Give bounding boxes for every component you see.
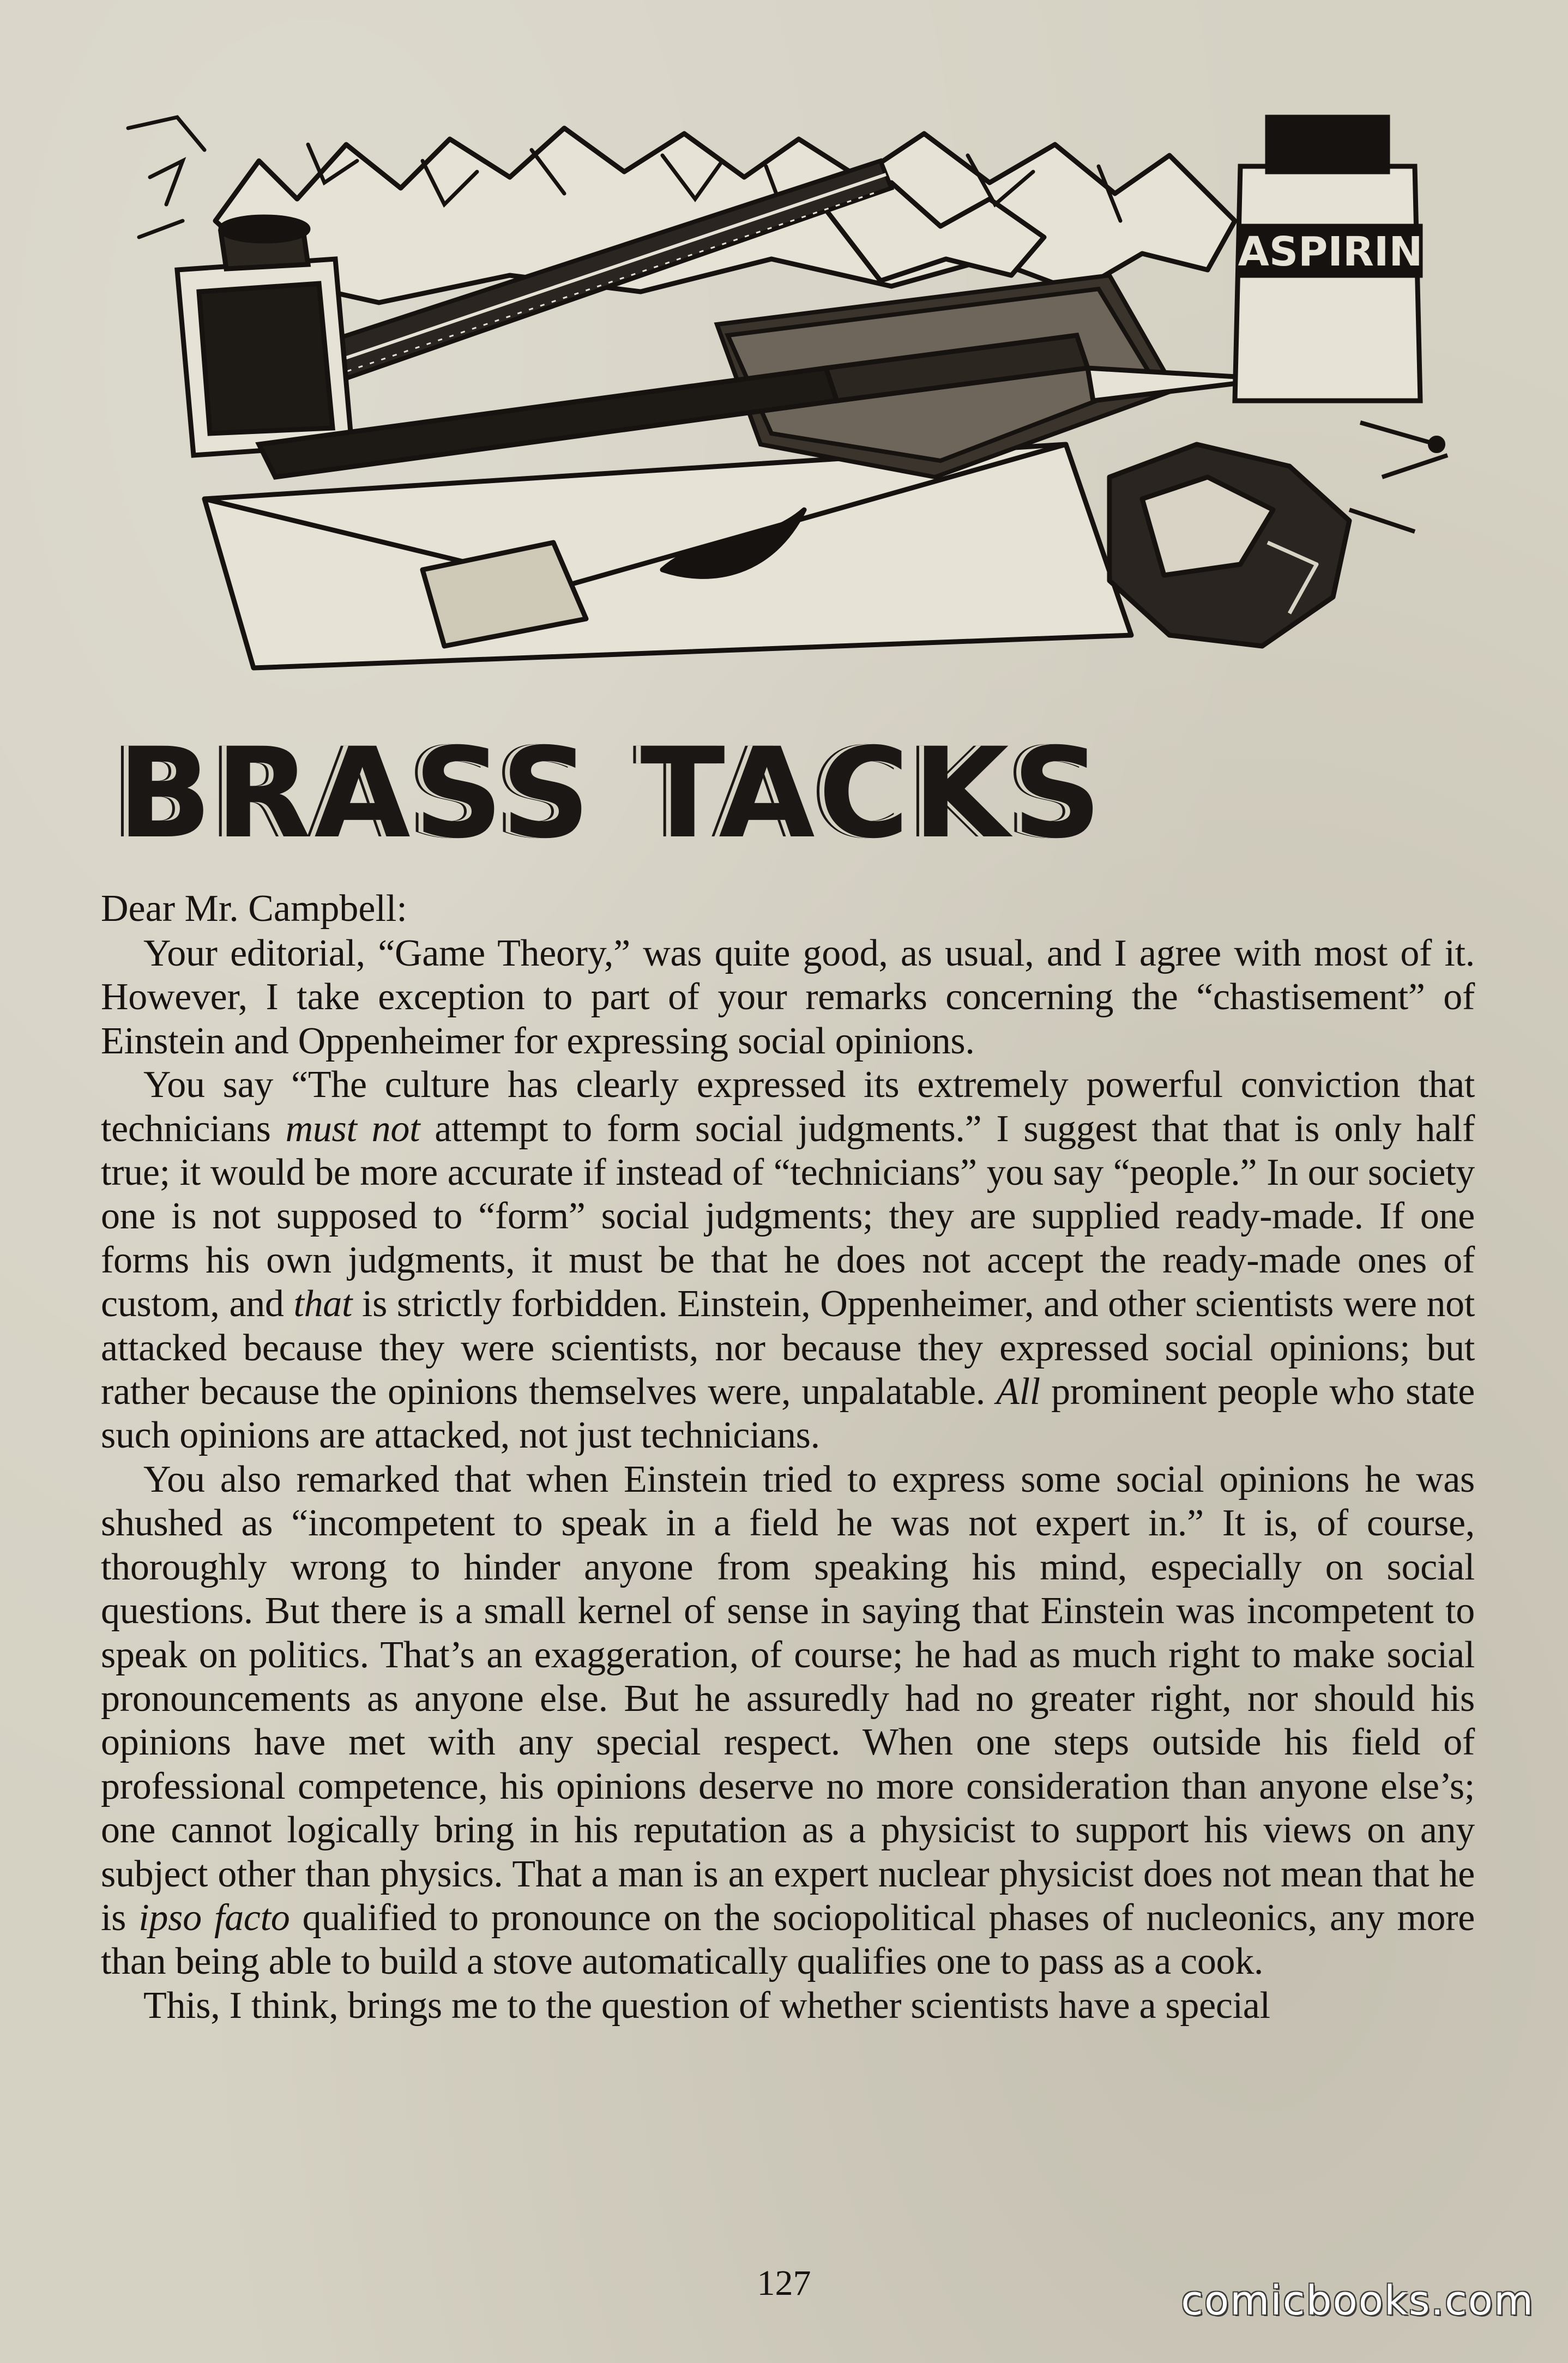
paragraph-2-emphasis-that: that: [293, 1283, 353, 1325]
paragraph-3-text-a: You also remarked that when Einstein tried to express some social opinions he was shushed as “incompetent to speak in a field he was not expert in.” It is, of course, thoroughly wrong to hinder anyone from speaking his mind, especially on social questions. But there is a small kernel of sense in saying that Einstein was incompetent to speak on politics. That’s an exaggeration, of course; he had as much right to make social pronouncements as anyone else. But he assuredly had no greater right, nor should his opinions have met with any special respect. When one steps outside his field of professional competence, his opinions deserve no more consideration than anyone else’s; one cannot logically bring in his reputation as a physicist to support his views on any subject other than physics. That a man is an expert nuclear physicist does not mean that he is: [101, 1458, 1475, 1939]
page-number: 127: [757, 2263, 811, 2303]
paragraph-2-text-a: You say “The culture has clearly expressed its extremely powerful conviction that technicians: [101, 1064, 1475, 1150]
section-title: BRASS TACKS: [117, 721, 1105, 866]
paragraph-3-emphasis-ipso-facto: ipso facto: [138, 1896, 290, 1939]
paragraph-2: [101, 1063, 1475, 1458]
letter-body: [101, 886, 1475, 2028]
paragraph-2-text-d: prominent people who state such opinions are attacked, not just technicians.: [101, 1371, 1475, 1457]
paragraph-1: Your editorial, “Game Theory,” was quite good, as usual, and I agree with most of it. However, I take exception to part of your remarks concerning the “chastisement” of Einstein and Oppenheimer for expressing social opinions.: [101, 932, 1475, 1062]
paragraph-2-text-c: is strictly forbidden. Einstein, Oppenheimer, and other scientists were not attacked because they were scientists, nor because they expressed social opinions; but rather because the opinions themselves were, unpalatable.: [101, 1283, 1475, 1413]
paragraph-2-text-b: attempt to form social judgments.” I suggest that that is only half true; it would be more accurate if instead of “technicians” you say “people.” In our society one is not supposed to “form” social judgments; they are supplied ready-made. If one forms his own judgments, it must be that he does not accept the ready-made ones of custom, and: [101, 1107, 1475, 1325]
paragraph-3: [101, 1458, 1475, 1984]
paragraph-2-emphasis-must-not: must not: [285, 1107, 420, 1150]
paragraph-4: This, I think, brings me to the question of whether scientists have a special: [143, 1984, 1270, 2027]
paragraph-3-text-b: qualified to pronounce on the sociopolitical phases of nucleonics, any more than being able to build a stove automatically qualifies one to pass as a cook.: [101, 1896, 1475, 1983]
desk-clutter-illustration: [117, 95, 1464, 673]
aspirin-label: ASPIRIN: [1238, 228, 1423, 275]
letter-salutation: Dear Mr. Campbell:: [101, 888, 407, 930]
paragraph-2-emphasis-all: All: [996, 1371, 1040, 1413]
site-watermark: comicbooks.com: [1181, 2277, 1534, 2324]
illustration-drawing: [117, 95, 1464, 673]
